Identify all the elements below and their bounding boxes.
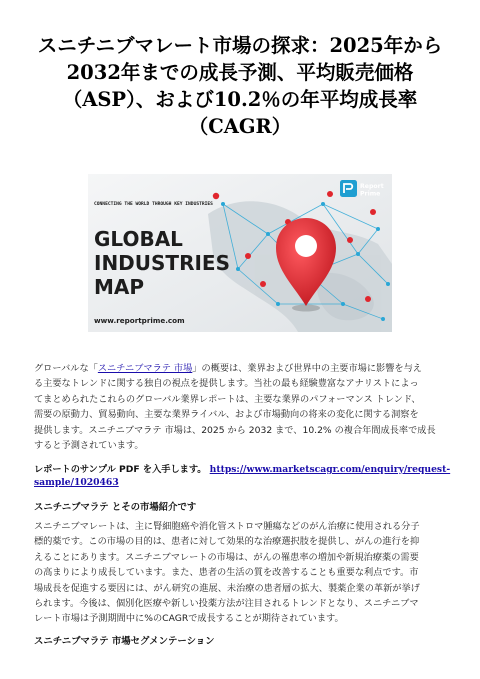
intro-line-5: 提供します。スニチニブマラテ 市場は、2025 から 2032 まで、10.2% の複合年間成長率で成長 (34, 424, 436, 436)
reportprime-logo-icon (340, 180, 357, 197)
intro-line-4: 需要の原動力、貿易動向、主要な業界ライバル、および市場動向の将来の変化に関する洞察を (34, 409, 419, 421)
intro-line-6: すると予測されています。 (34, 440, 144, 452)
title-line-4: （CAGR） (188, 115, 292, 138)
intro-prefix: グローバルな「 (34, 363, 98, 374)
page-title (20, 32, 460, 140)
sample-url-line-2: sample/1020463 (34, 477, 119, 488)
section1-line-7: レート市場は予測期間中に%のCAGRで成長することが期待されています。 (34, 613, 344, 625)
section1-line-4: の高まりにより成長しています。また、患者の生活の質を改善することも重要な利点です。市 (34, 567, 419, 579)
intro-line-1-rest: 」の概要は、業界および世界中の主要市場に影響を与え (192, 363, 422, 374)
section1-line-5: 場成長を促進する要因には、がん研究の進展、未治療の患者層の拡大、製薬企業の革新が挙げ (34, 582, 420, 594)
intro-line-3: てまとめられたこれらのグローバル業界レポートは、主要な業界のパフォーマンス トレンド、 (34, 393, 421, 405)
banner-headline-map: MAP (94, 275, 145, 299)
section1-line-2: 標的薬です。この市場の目的は、患者に対して効果的な治療選択肢を提供し、がんの進行を抑 (34, 536, 420, 548)
banner-headline-industries: INDUSTRIES (94, 251, 230, 275)
section-heading-introduction: スニチニブマラテ とその市場紹介です (34, 502, 197, 513)
sample-label: レポートのサンプル PDF を入手します。 (34, 464, 207, 475)
banner-tagline: CONNECTING THE WORLD THROUGH KEY INDUSTRIES (94, 202, 213, 207)
section-heading-segmentation: スニチニブマラテ 市場セグメンテーション (34, 636, 215, 647)
logo-text-prime: Prime (360, 190, 381, 198)
title-line-3: （ASP）、および10.2％の年平均成長率 (62, 88, 418, 111)
banner-website: www.reportprime.com (94, 316, 185, 325)
banner-headline-global: GLOBAL (94, 227, 183, 251)
intro-line-2: る主要なトレンドに関する独自の視点を提供します。当社の最も経験豊富なアナリストによっ (34, 378, 419, 390)
section1-line-6: られます。今後は、個別化医療や新しい投薬方法が注目されるトレンドとなり、スニチニブマ (34, 598, 419, 610)
market-link[interactable]: スニチニブマラテ 市場 (97, 363, 193, 374)
sample-request (34, 463, 454, 489)
logo-text-report: Report (360, 183, 384, 190)
title-line-2: 2032年までの成長予測、平均販売価格 (66, 61, 414, 84)
banner-graphic (88, 174, 392, 332)
intro-line-1 (34, 361, 448, 376)
section-introduction-paragraph (34, 519, 448, 627)
intro-paragraph (34, 361, 448, 453)
sample-url-line-1: https://www.marketscagr.com/enquiry/request- (209, 464, 451, 475)
section1-line-1: スニチニブマレートは、主に腎細胞癌や消化管ストロマ腫瘍などのがん治療に使用される分子 (34, 521, 420, 532)
industries-map-banner (88, 174, 392, 332)
title-line-1: スニチニブマレート市場の探求：2025年から (37, 34, 443, 57)
section1-line-3: えることにあります。スニチニブマレートの市場は、がんの罹患率の増加や新規治療薬の需要 (34, 551, 419, 563)
